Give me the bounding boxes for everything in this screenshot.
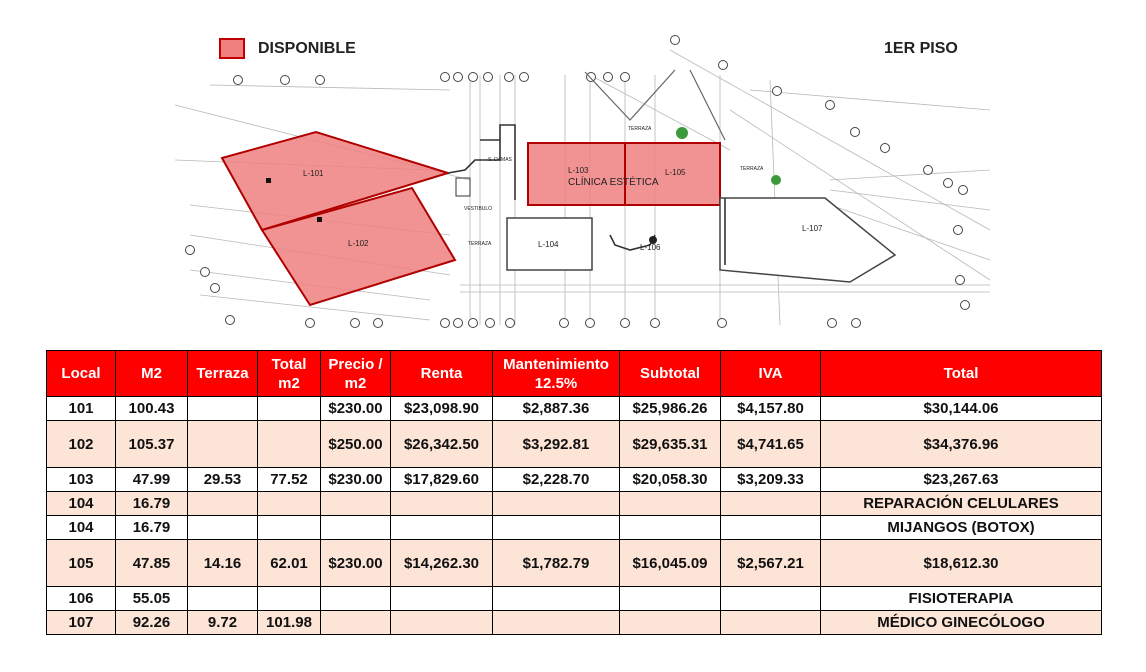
cell-precio: $230.00 xyxy=(321,397,391,421)
table-row xyxy=(47,516,1102,540)
table-row xyxy=(47,540,1102,587)
table-row xyxy=(47,468,1102,492)
cell-iva xyxy=(721,516,821,540)
cell-subtotal: $25,986.26 xyxy=(620,397,721,421)
label-l107: L-107 xyxy=(802,224,823,233)
table-row xyxy=(47,587,1102,611)
col-header-renta: Renta xyxy=(391,351,493,397)
cell-local: 107 xyxy=(47,611,116,635)
cell-total: MIJANGOS (BOTOX) xyxy=(821,516,1102,540)
cell-renta: $17,829.60 xyxy=(391,468,493,492)
cell-local: 106 xyxy=(47,587,116,611)
cell-local: 103 xyxy=(47,468,116,492)
label-l103: L-103 xyxy=(568,166,589,175)
col-header-total: Total xyxy=(821,351,1102,397)
cell-total: FISIOTERAPIA xyxy=(821,587,1102,611)
unit-l107-shape[interactable] xyxy=(720,198,895,282)
cell-renta: $14,262.30 xyxy=(391,540,493,587)
table-row xyxy=(47,492,1102,516)
cell-renta: $26,342.50 xyxy=(391,421,493,468)
cell-mantenimiento: $1,782.79 xyxy=(493,540,620,587)
label-terraza-2: TERRAZA xyxy=(740,166,764,172)
cell-iva: $4,157.80 xyxy=(721,397,821,421)
label-terraza-1: TERRAZA xyxy=(628,126,652,132)
cell-total-m2: 62.01 xyxy=(258,540,321,587)
cell-mantenimiento: $2,228.70 xyxy=(493,468,620,492)
legend-label: DISPONIBLE xyxy=(258,40,356,57)
col-header-local: Local xyxy=(47,351,116,397)
cell-total: REPARACIÓN CELULARES xyxy=(821,492,1102,516)
cell-m2: 55.05 xyxy=(116,587,188,611)
cell-subtotal: $16,045.09 xyxy=(620,540,721,587)
cell-m2: 16.79 xyxy=(116,492,188,516)
cell-renta xyxy=(391,492,493,516)
label-l102: L-102 xyxy=(348,239,369,248)
cell-mantenimiento xyxy=(493,516,620,540)
cell-subtotal: $20,058.30 xyxy=(620,468,721,492)
label-clinic: CLÍNICA ESTÉTICA xyxy=(568,177,659,188)
cell-m2: 16.79 xyxy=(116,516,188,540)
cell-iva: $2,567.21 xyxy=(721,540,821,587)
cell-terraza xyxy=(188,492,258,516)
cell-subtotal xyxy=(620,492,721,516)
cell-subtotal: $29,635.31 xyxy=(620,421,721,468)
table-header-row xyxy=(47,351,1102,397)
cell-terraza: 14.16 xyxy=(188,540,258,587)
col-header-subtotal: Subtotal xyxy=(620,351,721,397)
cell-total-m2: 101.98 xyxy=(258,611,321,635)
cell-m2: 47.99 xyxy=(116,468,188,492)
cell-local: 101 xyxy=(47,397,116,421)
col-header-precio: Precio / m2 xyxy=(321,351,391,397)
available-units xyxy=(222,132,720,305)
label-damas: S. DAMAS xyxy=(488,157,512,163)
cell-total-m2 xyxy=(258,516,321,540)
table-row xyxy=(47,611,1102,635)
label-l106: L-106 xyxy=(640,243,661,252)
cell-total-m2 xyxy=(258,421,321,468)
cell-terraza xyxy=(188,587,258,611)
label-vestibulo: VESTIBULO xyxy=(464,206,493,212)
cell-terraza: 29.53 xyxy=(188,468,258,492)
cell-m2: 47.85 xyxy=(116,540,188,587)
cell-iva: $3,209.33 xyxy=(721,468,821,492)
cell-total: $34,376.96 xyxy=(821,421,1102,468)
cell-total: $23,267.63 xyxy=(821,468,1102,492)
cell-renta xyxy=(391,516,493,540)
cell-subtotal xyxy=(620,516,721,540)
cell-m2: 105.37 xyxy=(116,421,188,468)
cell-local: 104 xyxy=(47,492,116,516)
cell-total-m2 xyxy=(258,397,321,421)
cell-m2: 92.26 xyxy=(116,611,188,635)
cell-iva: $4,741.65 xyxy=(721,421,821,468)
cell-mantenimiento xyxy=(493,587,620,611)
cell-terraza: 9.72 xyxy=(188,611,258,635)
cell-renta: $23,098.90 xyxy=(391,397,493,421)
cell-total-m2 xyxy=(258,492,321,516)
cell-total: $18,612.30 xyxy=(821,540,1102,587)
cell-local: 105 xyxy=(47,540,116,587)
cell-precio: $230.00 xyxy=(321,468,391,492)
label-l101: L-101 xyxy=(303,169,324,178)
col-header-m2: M2 xyxy=(116,351,188,397)
cell-total: $30,144.06 xyxy=(821,397,1102,421)
cell-iva xyxy=(721,587,821,611)
cell-local: 104 xyxy=(47,516,116,540)
cell-precio: $250.00 xyxy=(321,421,391,468)
cell-total: MÉDICO GINECÓLOGO xyxy=(821,611,1102,635)
units-table xyxy=(46,350,1102,635)
cell-precio xyxy=(321,587,391,611)
cell-total-m2: 77.52 xyxy=(258,468,321,492)
cell-iva xyxy=(721,611,821,635)
cell-mantenimiento xyxy=(493,611,620,635)
label-terraza-3: TERRAZA xyxy=(468,241,492,247)
cell-mantenimiento xyxy=(493,492,620,516)
cell-total-m2 xyxy=(258,587,321,611)
col-header-mantenimiento: Mantenimiento 12.5% xyxy=(493,351,620,397)
label-l105: L-105 xyxy=(665,168,686,177)
cell-mantenimiento: $3,292.81 xyxy=(493,421,620,468)
cell-subtotal xyxy=(620,611,721,635)
table-row xyxy=(47,397,1102,421)
cell-terraza xyxy=(188,516,258,540)
cell-renta xyxy=(391,587,493,611)
cell-terraza xyxy=(188,421,258,468)
cell-subtotal xyxy=(620,587,721,611)
cell-mantenimiento: $2,887.36 xyxy=(493,397,620,421)
cell-terraza xyxy=(188,397,258,421)
cell-renta xyxy=(391,611,493,635)
floor-title: 1ER PISO xyxy=(884,40,958,57)
table-row xyxy=(47,421,1102,468)
floor-plan xyxy=(170,30,1000,340)
cell-precio xyxy=(321,611,391,635)
cell-precio xyxy=(321,492,391,516)
cell-m2: 100.43 xyxy=(116,397,188,421)
col-header-terraza: Terraza xyxy=(188,351,258,397)
cell-iva xyxy=(721,492,821,516)
label-l104: L-104 xyxy=(538,240,559,249)
col-header-iva: IVA xyxy=(721,351,821,397)
cell-precio xyxy=(321,516,391,540)
cell-local: 102 xyxy=(47,421,116,468)
cell-precio: $230.00 xyxy=(321,540,391,587)
col-header-total-m2: Total m2 xyxy=(258,351,321,397)
